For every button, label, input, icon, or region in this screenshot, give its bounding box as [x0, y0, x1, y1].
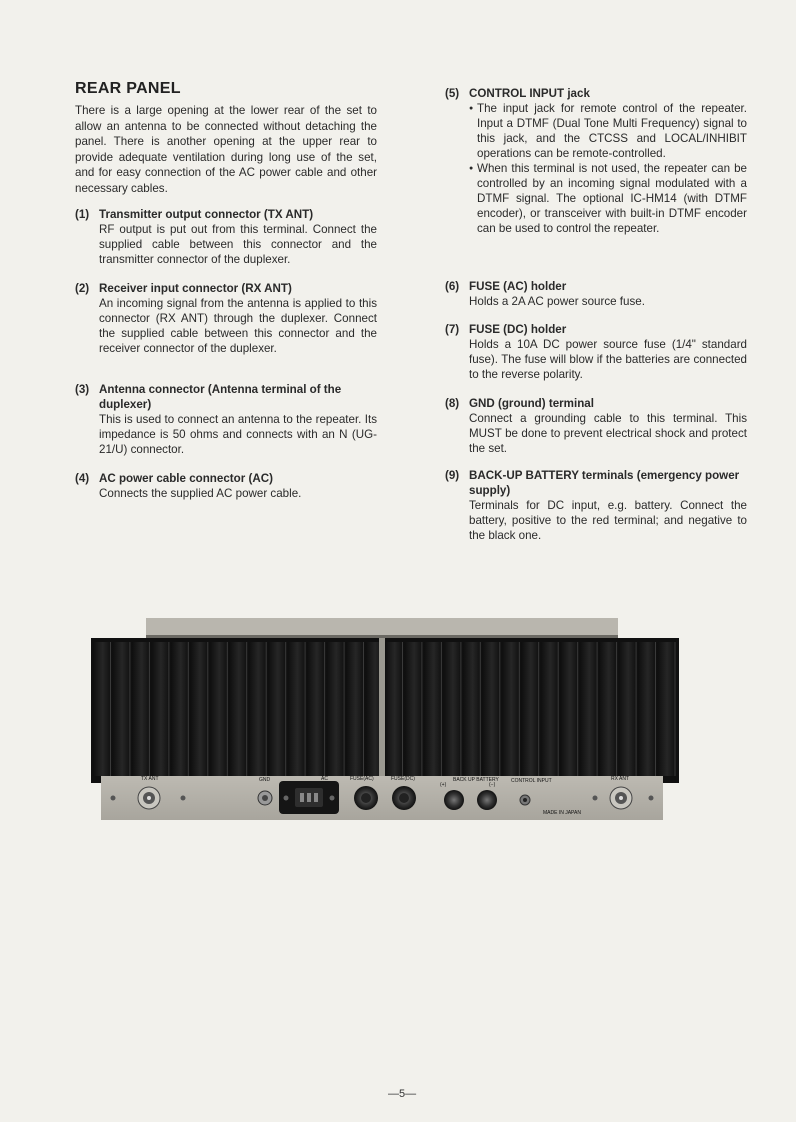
label-plus: (+) [440, 782, 447, 788]
heatsink-fin [443, 642, 461, 776]
item-tx-ant [75, 207, 377, 267]
item-ac-power [75, 471, 377, 501]
heatsink-fin-edge [441, 642, 442, 776]
item-body: Terminals for DC input, e.g. battery. Connect the battery, positive to the red terminal; and negative to the black one. [469, 499, 747, 542]
heatsink-fin-edge [110, 642, 111, 776]
item-number: (1) [75, 208, 90, 221]
heatsink-fin-edge [519, 642, 520, 776]
item-gnd [445, 396, 747, 456]
ac-connector[interactable] [279, 781, 339, 814]
heatsink-fin [638, 642, 656, 776]
heatsink-fin [502, 642, 520, 776]
heatsink-fin-edge [129, 642, 130, 776]
item-body: Holds a 10A DC power source fuse (1/4" standard fuse). The fuse will blow if the batteries are connected to the reverse polarity. [469, 338, 747, 381]
heatsink-fin [210, 642, 228, 776]
item-title: GND (ground) terminal [469, 397, 594, 410]
heatsink-fin-edge [538, 642, 539, 776]
rear-panel-photo [91, 618, 679, 822]
bullet-icon: ● [469, 165, 474, 172]
heatsink-fin [405, 642, 423, 776]
bullet-icon: ● [469, 105, 474, 112]
item-rx-ant [75, 281, 377, 356]
label-minus: (−) [489, 782, 496, 788]
item-title: BACK-UP BATTERY terminals (emergency power supply) [469, 469, 740, 497]
heatsink-fin [521, 642, 539, 776]
label-control-input: CONTROL INPUT [511, 778, 552, 784]
item-fuse-dc [445, 322, 747, 382]
bullet-text: When this terminal is not used, the repeater can be controlled by an incoming signal modulated with a DTMF signal. The optional IC-HM14 (with DTMF encoder), or transceiver with built-in DTMF encoder can be used to control the repeater. [477, 162, 747, 235]
item-fuse-ac [445, 279, 747, 309]
item-number: (7) [445, 323, 460, 336]
item-title: FUSE (DC) holder [469, 323, 567, 336]
fuse-dc-holder[interactable] [392, 786, 416, 810]
heatsink-fin [171, 642, 189, 776]
heatsink-fin-edge [266, 642, 267, 776]
battery-positive-terminal[interactable] [444, 790, 464, 810]
heatsink-fin [560, 642, 578, 776]
heatsink-fin-edge [460, 642, 461, 776]
label-tx-ant: TX ANT [141, 776, 159, 782]
heatsink-fin-edge [597, 642, 598, 776]
heatsink-fin [190, 642, 208, 776]
heatsink-fin-edge [480, 642, 481, 776]
item-title: AC power cable connector (AC) [99, 472, 273, 485]
heatsink-fin-edge [168, 642, 169, 776]
item-title: Transmitter output connector (TX ANT) [99, 208, 314, 221]
intro-paragraph: There is a large opening at the lower rear of the set to allow an antenna to be connected without detaching the panel. There is another opening at the upper rear to provide adequate ventilation during long use of the set, and for easy connection of the AC power cable and other necessary cables. [75, 104, 377, 195]
heatsink-fin-edge [305, 642, 306, 776]
heatsink-fin-edge [285, 642, 286, 776]
heatsink-fin [463, 642, 481, 776]
heatsink-fin-edge [616, 642, 617, 776]
heatsink-fin [93, 642, 111, 776]
heatsink-fin [385, 642, 403, 776]
item-number: (2) [75, 282, 90, 295]
item-body: Holds a 2A AC power source fuse. [469, 295, 645, 308]
label-made-in-japan: MADE IN JAPAN [543, 810, 581, 816]
item-control-input [445, 86, 747, 236]
heatsink-fin [307, 642, 325, 776]
heatsink-fin-edge [149, 642, 150, 776]
heatsink-fin [151, 642, 169, 776]
bullet-point [469, 101, 747, 161]
heatsink-fin-edge [246, 642, 247, 776]
heatsink-fin [482, 642, 500, 776]
heatsink-fin [424, 642, 442, 776]
page-number: —5— [388, 1088, 417, 1100]
heatsink-fin [658, 642, 676, 776]
heatsink-fin-edge [577, 642, 578, 776]
label-fuse-dc: FUSE(DC) [391, 776, 415, 782]
heatsink-fin [268, 642, 286, 776]
label-gnd: GND [259, 777, 271, 783]
heatsink-fin [599, 642, 617, 776]
control-input-jack[interactable] [520, 795, 530, 805]
section-title: REAR PANEL [75, 80, 181, 97]
heatsink-fin [288, 642, 306, 776]
item-title: Receiver input connector (RX ANT) [99, 282, 292, 295]
heatsink-fin-edge [324, 642, 325, 776]
rx-ant-connector[interactable] [610, 787, 632, 809]
gnd-terminal[interactable] [258, 791, 272, 805]
heatsink-fin [229, 642, 247, 776]
heatsink-fin-edge [402, 642, 403, 776]
item-number: (5) [445, 87, 460, 100]
item-title: Antenna connector (Antenna terminal of the duplexer) [99, 383, 342, 411]
item-backup-battery [445, 468, 747, 543]
heatsink-fin [346, 642, 364, 776]
item-number: (6) [445, 280, 460, 293]
heatsink-fin-edge [363, 642, 364, 776]
heatsink-fin-edge [227, 642, 228, 776]
heatsink-fin-edge [499, 642, 500, 776]
item-number: (3) [75, 383, 90, 396]
heatsink-fin-edge [207, 642, 208, 776]
heatsink-fin [619, 642, 637, 776]
item-title: FUSE (AC) holder [469, 280, 567, 293]
heatsink-fin [113, 642, 131, 776]
heatsink-fin-edge [188, 642, 189, 776]
item-body: An incoming signal from the antenna is applied to this connector (RX ANT) through the duplexer. Connect the supplied cable between this connector and the receiver connector of the duplexer. [99, 297, 377, 355]
item-body: Connect a grounding cable to this terminal. This MUST be done to prevent electrical shock and protect the set. [469, 412, 747, 455]
label-rx-ant: RX ANT [611, 776, 630, 782]
item-number: (4) [75, 472, 90, 485]
heatsink-fin [249, 642, 267, 776]
heatsink-fin-edge [558, 642, 559, 776]
item-body: This is used to connect an antenna to the repeater. Its impedance is 50 ohms and connects with an N (UG-21/U) connector. [99, 413, 377, 456]
item-number: (8) [445, 397, 460, 410]
tx-ant-connector[interactable] [138, 787, 160, 809]
bullet-point [469, 161, 747, 236]
item-body: RF output is put out from this terminal. Connect the supplied cable between this connector and the transmitter connector of the duplexer. [99, 223, 377, 266]
item-body: Connects the supplied AC power cable. [99, 487, 302, 500]
item-number: (9) [445, 469, 460, 482]
heatsink-fin-edge [675, 642, 676, 776]
heatsink-fin-edge [344, 642, 345, 776]
label-fuse-ac: FUSE(AC) [350, 776, 374, 782]
item-antenna-connector [75, 382, 377, 457]
heatsink-fin [327, 642, 345, 776]
heatsink-fin [132, 642, 150, 776]
fuse-ac-holder[interactable] [354, 786, 378, 810]
label-ac: AC [321, 776, 328, 782]
heatsink-fin-edge [655, 642, 656, 776]
item-title: CONTROL INPUT jack [469, 87, 590, 100]
heatsink-fin-edge [636, 642, 637, 776]
heatsink-fin [541, 642, 559, 776]
heatsink-fin [580, 642, 598, 776]
heatsink-fin-edge [421, 642, 422, 776]
bullet-text: The input jack for remote control of the repeater. Input a DTMF (Dual Tone Multi Frequency) signal to this jack, and the CTCSS and LOCAL/INHIBIT operations can be remote-controlled. [477, 102, 747, 160]
battery-negative-terminal[interactable] [477, 790, 497, 810]
label-backup-battery: BACK UP BATTERY [453, 777, 499, 783]
